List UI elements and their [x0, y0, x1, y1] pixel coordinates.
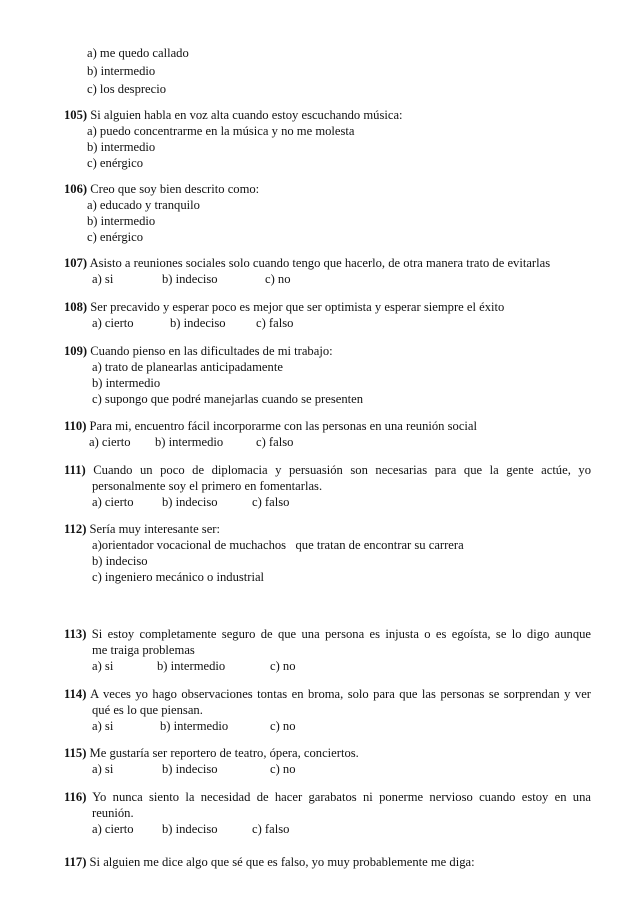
q111-number: 111) — [64, 463, 86, 477]
q111-text-line1: Cuando un poco de diplomacia y persuasión son necesarias para que la gente actúe, yo — [93, 463, 591, 477]
q114-text-line1: A veces yo hago observaciones tontas en broma, solo para que las personas se sorprendan y ver — [90, 687, 591, 701]
q107-option-a: a) si — [92, 272, 114, 286]
q106-question — [64, 182, 259, 197]
q109-number: 109) — [64, 344, 88, 358]
q115-question — [64, 746, 359, 761]
q105-option-b: b) intermedio — [87, 140, 156, 154]
q111-option-b: b) indeciso — [162, 495, 218, 509]
q110-text: Para mi, encuentro fácil incorporarme con las personas en una reunión social — [89, 419, 478, 433]
q105-question — [64, 108, 403, 123]
q113-number: 113) — [64, 627, 87, 641]
q104-option-a: a) me quedo callado — [87, 46, 189, 60]
q107-option-c: c) no — [265, 272, 291, 286]
q114-option-a: a) si — [92, 719, 114, 733]
q114-option-c: c) no — [270, 719, 296, 733]
q114-question — [64, 687, 591, 702]
q110-number: 110) — [64, 419, 87, 433]
q112-question — [64, 522, 220, 537]
q116-option-b: b) indeciso — [162, 822, 218, 836]
q117-question — [64, 855, 475, 870]
q113-option-c: c) no — [270, 659, 296, 673]
q107-number: 107) — [64, 256, 88, 270]
q115-text: Me gustaría ser reportero de teatro, ópera, conciertos. — [89, 746, 359, 760]
q116-option-c: c) falso — [252, 822, 290, 836]
q115-option-b: b) indeciso — [162, 762, 218, 776]
q108-option-a: a) cierto — [92, 316, 134, 330]
q106-option-b: b) intermedio — [87, 214, 156, 228]
q111-text-line2: personalmente soy el primero en fomentarlas. — [92, 479, 323, 493]
q108-option-c: c) falso — [256, 316, 294, 330]
q104-option-c: c) los desprecio — [87, 82, 167, 96]
q112-option-a: a)orientador vocacional de muchachos que tratan de encontrar su carrera — [92, 538, 464, 552]
q105-option-a: a) puedo concentrarme en la música y no me molesta — [87, 124, 355, 138]
q108-option-b: b) indeciso — [170, 316, 226, 330]
q114-number: 114) — [64, 687, 87, 701]
q109-option-c: c) supongo que podré manejarlas cuando se presenten — [92, 392, 364, 406]
q109-option-b: b) intermedio — [92, 376, 161, 390]
q105-option-c: c) enérgico — [87, 156, 144, 170]
q117-text: Si alguien me dice algo que sé que es falso, yo muy probablemente me diga: — [89, 855, 475, 869]
q115-option-c: c) no — [270, 762, 296, 776]
q113-option-a: a) si — [92, 659, 114, 673]
q106-option-c: c) enérgico — [87, 230, 144, 244]
q117-number: 117) — [64, 855, 87, 869]
q105-text: Si alguien habla en voz alta cuando estoy escuchando música: — [90, 108, 403, 122]
q107-option-b: b) indeciso — [162, 272, 218, 286]
q106-text: Creo que soy bien descrito como: — [90, 182, 260, 196]
q109-text: Cuando pienso en las dificultades de mi trabajo: — [90, 344, 333, 358]
q111-option-c: c) falso — [252, 495, 290, 509]
q109-question — [64, 344, 333, 359]
q110-option-a: a) cierto — [89, 435, 131, 449]
q105-number: 105) — [64, 108, 88, 122]
q107-question — [64, 256, 550, 271]
q108-number: 108) — [64, 300, 88, 314]
q112-number: 112) — [64, 522, 87, 536]
q114-text-line2: qué es lo que piensan. — [92, 703, 203, 717]
q111-question — [64, 463, 591, 478]
q112-option-c: c) ingeniero mecánico o industrial — [92, 570, 265, 584]
q110-option-c: c) falso — [256, 435, 294, 449]
q116-text-line1: Yo nunca siento la necesidad de hacer garabatos ni ponerme nervioso cuando estoy en una — [92, 790, 591, 804]
q111-option-a: a) cierto — [92, 495, 134, 509]
q106-number: 106) — [64, 182, 88, 196]
q115-number: 115) — [64, 746, 87, 760]
q115-option-a: a) si — [92, 762, 114, 776]
q110-option-b: b) intermedio — [155, 435, 224, 449]
q116-text-line2: reunión. — [92, 806, 134, 820]
q110-question — [64, 419, 477, 434]
q114-option-b: b) intermedio — [160, 719, 229, 733]
q112-text: Sería muy interesante ser: — [89, 522, 220, 536]
q108-text: Ser precavido y esperar poco es mejor que ser optimista y esperar siempre el éxito — [90, 300, 505, 314]
q113-option-b: b) intermedio — [157, 659, 226, 673]
q116-question — [64, 790, 591, 805]
q113-text-line1: Si estoy completamente seguro de que una persona es injusta o es egoísta, se lo digo aunque — [91, 627, 592, 641]
q104-option-b: b) intermedio — [87, 64, 156, 78]
q116-option-a: a) cierto — [92, 822, 134, 836]
q112-option-b: b) indeciso — [92, 554, 148, 568]
q113-text-line2: me traiga problemas — [92, 643, 195, 657]
q108-question — [64, 300, 504, 315]
q109-option-a: a) trato de planearlas anticipadamente — [92, 360, 283, 374]
q106-option-a: a) educado y tranquilo — [87, 198, 200, 212]
q113-question — [64, 627, 591, 642]
q107-text: Asisto a reuniones sociales solo cuando tengo que hacerlo, de otra manera trato de evitarlas — [89, 256, 551, 270]
q116-number: 116) — [64, 790, 87, 804]
